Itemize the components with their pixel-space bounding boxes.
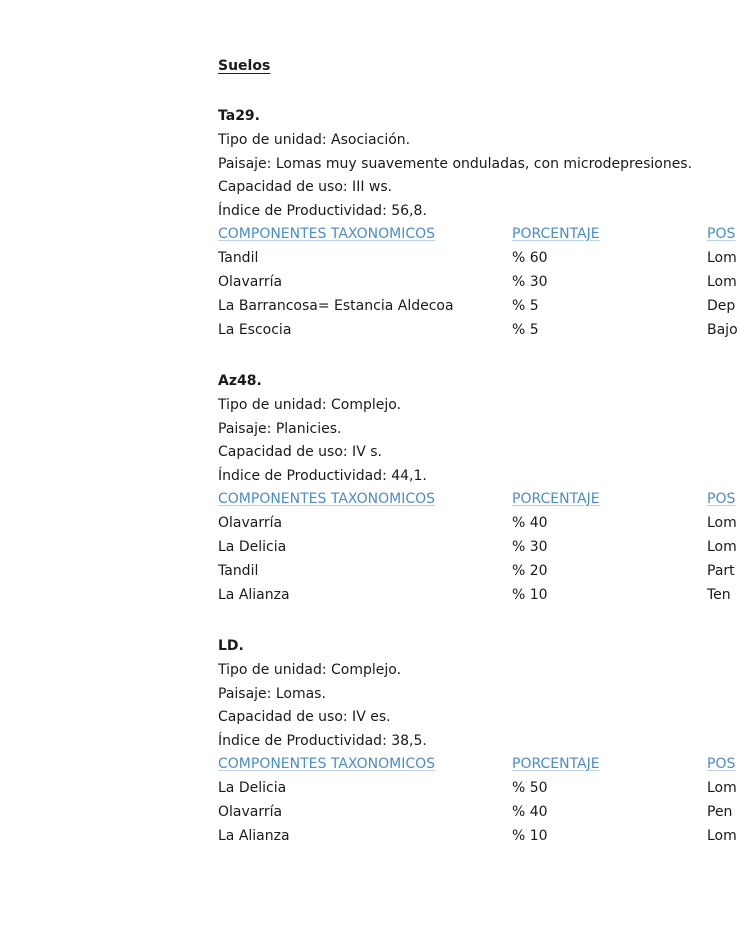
header-components: COMPONENTES TAXONOMICOS bbox=[218, 756, 435, 772]
component-name: La Alianza bbox=[218, 828, 290, 844]
component-percentage: % 40 bbox=[512, 804, 548, 820]
component-percentage: % 30 bbox=[512, 274, 548, 290]
component-position: Bajo bbox=[707, 322, 738, 338]
unit-capacity: Capacidad de uso: IV s. bbox=[218, 444, 382, 460]
unit-capacity: Capacidad de uso: III ws. bbox=[218, 179, 393, 195]
component-name: La Barrancosa= Estancia Aldecoa bbox=[218, 298, 454, 314]
table-row bbox=[218, 826, 737, 850]
component-percentage: % 10 bbox=[512, 828, 548, 844]
component-percentage: % 50 bbox=[512, 780, 548, 796]
header-position: POS bbox=[707, 756, 736, 772]
unit-type: Tipo de unidad: Asociación. bbox=[218, 132, 411, 148]
unit-productivity-index: Índice de Productividad: 38,5. bbox=[218, 732, 427, 749]
component-name: Olavarría bbox=[218, 274, 283, 290]
unit-type: Tipo de unidad: Complejo. bbox=[218, 662, 402, 678]
component-percentage: % 5 bbox=[512, 322, 539, 338]
table-row bbox=[218, 802, 734, 826]
unit-productivity-index: Índice de Productividad: 56,8. bbox=[218, 202, 427, 219]
unit-productivity-index: Índice de Productividad: 44,1. bbox=[218, 467, 427, 484]
component-percentage: % 5 bbox=[512, 298, 539, 314]
header-position: POS bbox=[707, 491, 736, 507]
component-position: Lom bbox=[707, 274, 737, 290]
component-name: Olavarría bbox=[218, 804, 283, 820]
table-row bbox=[218, 296, 734, 320]
table-row bbox=[218, 585, 734, 609]
unit-code: LD. bbox=[218, 638, 244, 654]
unit-code: Ta29. bbox=[218, 108, 260, 124]
component-percentage: % 20 bbox=[512, 563, 548, 579]
component-name: La Delicia bbox=[218, 780, 287, 796]
soil-unit bbox=[218, 371, 737, 609]
component-position: Lom bbox=[707, 828, 737, 844]
unit-landscape: Paisaje: Lomas. bbox=[218, 685, 326, 702]
unit-type: Tipo de unidad: Complejo. bbox=[218, 397, 402, 413]
header-components: COMPONENTES TAXONOMICOS bbox=[218, 491, 435, 507]
table-row bbox=[218, 248, 737, 272]
component-position: Lom bbox=[707, 250, 737, 266]
component-position: Pen bbox=[707, 804, 733, 820]
components-table-header bbox=[218, 489, 734, 513]
components-table-header bbox=[218, 754, 734, 778]
table-row bbox=[218, 537, 737, 561]
table-row bbox=[218, 778, 737, 802]
header-percentage: PORCENTAJE bbox=[512, 491, 600, 507]
component-percentage: % 60 bbox=[512, 250, 548, 266]
components-table-header bbox=[218, 224, 734, 248]
header-percentage: PORCENTAJE bbox=[512, 226, 600, 242]
component-position: Ten bbox=[707, 587, 731, 603]
component-percentage: % 10 bbox=[512, 587, 548, 603]
component-position: Part bbox=[707, 563, 735, 579]
component-percentage: % 30 bbox=[512, 539, 548, 555]
section-heading: Suelos bbox=[218, 58, 271, 74]
component-name: Tandil bbox=[218, 250, 259, 266]
component-name: La Delicia bbox=[218, 539, 287, 555]
component-name: Tandil bbox=[218, 563, 259, 579]
component-position: Lom bbox=[707, 780, 737, 796]
unit-landscape: Paisaje: Lomas muy suavemente onduladas, con microdepresiones. bbox=[218, 155, 693, 172]
soil-unit bbox=[218, 106, 738, 344]
component-name: La Alianza bbox=[218, 587, 290, 603]
table-row bbox=[218, 320, 738, 344]
soil-unit bbox=[218, 636, 737, 850]
component-position: Lom bbox=[707, 539, 737, 555]
component-position: Dep bbox=[707, 298, 736, 314]
unit-capacity: Capacidad de uso: IV es. bbox=[218, 709, 391, 725]
table-row bbox=[218, 272, 737, 296]
unit-landscape: Paisaje: Planicies. bbox=[218, 420, 342, 437]
table-row bbox=[218, 513, 737, 537]
component-name: La Escocia bbox=[218, 322, 292, 338]
component-percentage: % 40 bbox=[512, 515, 548, 531]
component-position: Lom bbox=[707, 515, 737, 531]
header-percentage: PORCENTAJE bbox=[512, 756, 600, 772]
table-row bbox=[218, 561, 734, 585]
header-components: COMPONENTES TAXONOMICOS bbox=[218, 226, 435, 242]
component-name: Olavarría bbox=[218, 515, 283, 531]
unit-code: Az48. bbox=[218, 373, 262, 389]
header-position: POS bbox=[707, 226, 736, 242]
